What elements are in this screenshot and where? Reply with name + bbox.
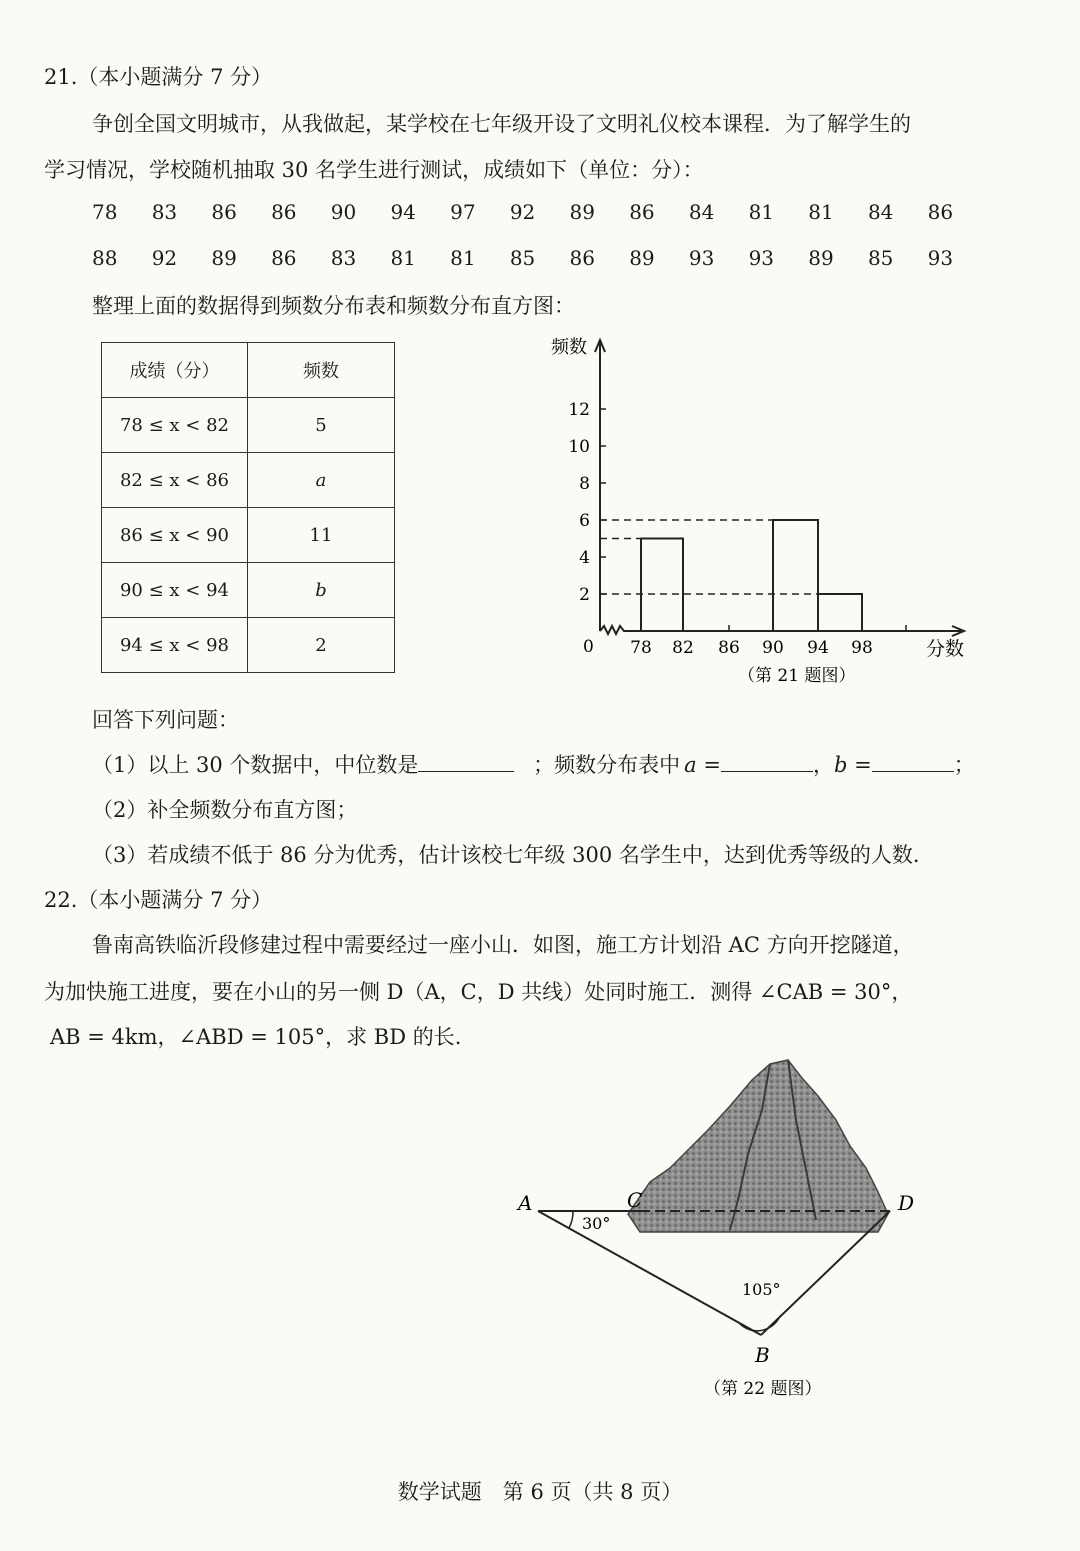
mountain [628, 1060, 888, 1232]
table-row [102, 563, 395, 618]
score-value: 86 [927, 200, 954, 224]
score-value: 81 [748, 200, 775, 224]
histogram-chart [540, 330, 980, 700]
score-value: 81 [390, 246, 416, 270]
y-axis-label: 频数 [551, 337, 587, 358]
q21-header: 21.（本小题满分 7 分） [44, 65, 273, 89]
score-value: 86 [271, 200, 297, 224]
score-value: 86 [271, 246, 297, 270]
score-value: 92 [509, 200, 536, 224]
score-value: 78 [92, 200, 118, 224]
q22-line3: AB = 4km，∠ABD = 105°，求 BD 的长. [50, 1025, 462, 1049]
x-tick-label: 98 [851, 638, 873, 658]
x-tick-label: 94 [807, 638, 829, 658]
part1-var-a: a [684, 753, 697, 777]
q21-intro-line2: 学习情况，学校随机抽取 30 名学生进行测试，成绩如下（单位：分）： [44, 158, 704, 182]
histogram-bar [818, 594, 862, 631]
angle-B-label: 105° [742, 1280, 781, 1299]
angle-arc-B [739, 1318, 779, 1331]
score-value: 85 [509, 246, 536, 270]
table-cell-count: a [248, 453, 395, 508]
label-A: A [518, 1191, 533, 1215]
label-B: B [755, 1343, 770, 1367]
y-tick-label: 10 [568, 437, 590, 457]
histogram-bar [773, 520, 818, 631]
q21-intro-line1: 争创全国文明城市，从我做起，某学校在七年级开设了文明礼仪校本课程．为了解学生的 [92, 112, 911, 136]
y-tick-label: 2 [579, 585, 590, 605]
q22-line1: 鲁南高铁临沂段修建过程中需要经过一座小山．如图，施工方计划沿 AC 方向开挖隧道， [92, 933, 914, 957]
table-cell-count: 11 [248, 508, 395, 563]
origin-label: 0 [583, 637, 594, 657]
q21-answer-intro: 回答下列问题： [92, 708, 239, 732]
y-tick-label: 8 [579, 474, 590, 494]
y-tick-label: 6 [579, 511, 590, 531]
q21-part3: （3）若成绩不低于 86 分为优秀，估计该校七年级 300 名学生中，达到优秀等级的人数． [92, 843, 934, 867]
histogram-tick-labels [568, 400, 906, 658]
table-cell-range: 78 ≤ x < 82 [102, 398, 248, 453]
score-value: 93 [688, 246, 715, 270]
x-tick-label: 86 [718, 638, 740, 658]
x-tick-label: 90 [762, 638, 784, 658]
score-value: 89 [211, 246, 237, 270]
table-cell-range: 86 ≤ x < 90 [102, 508, 248, 563]
score-value: 86 [569, 246, 595, 270]
score-value: 85 [867, 246, 894, 270]
page-footer: 数学试题 第 6 页（共 8 页） [397, 1480, 683, 1504]
x-axis-label: 分数 [926, 638, 965, 660]
score-value: 83 [151, 200, 178, 224]
part1-text-b: ；频数分布表中 [533, 753, 681, 777]
table-cell-count: 2 [248, 618, 395, 673]
table-row [102, 618, 395, 673]
x-tick-label: 82 [672, 638, 694, 658]
score-value: 94 [390, 200, 416, 224]
table-header-range: 成绩（分） [102, 343, 248, 398]
score-value: 86 [211, 200, 237, 224]
histogram-bar [641, 539, 683, 632]
a-blank[interactable] [721, 749, 813, 772]
fig22-caption: （第 22 题图） [704, 1379, 822, 1399]
score-value: 88 [92, 246, 118, 270]
table-cell-count: 5 [248, 398, 395, 453]
table-row [102, 508, 395, 563]
scores-row-1 [92, 200, 987, 224]
q21-part2: （2）补全频数分布直方图； [92, 798, 358, 822]
angle-A-label: 30° [582, 1214, 611, 1233]
score-value: 97 [450, 200, 476, 224]
score-value: 81 [450, 246, 476, 270]
score-value: 86 [629, 200, 655, 224]
table-row [102, 453, 395, 508]
histogram-bars [641, 520, 862, 631]
part1-text-a: （1）以上 30 个数据中，中位数是 [92, 753, 419, 777]
table-cell-range: 82 ≤ x < 86 [102, 453, 248, 508]
score-value: 89 [569, 200, 595, 224]
table-header-count: 频数 [248, 343, 395, 398]
table-cell-range: 90 ≤ x < 94 [102, 563, 248, 618]
score-value: 93 [748, 246, 775, 270]
score-value: 93 [927, 246, 954, 270]
score-value: 84 [867, 200, 894, 224]
table-header-row [102, 343, 395, 398]
table-cell-count: b [248, 563, 395, 618]
histogram-guides [600, 520, 818, 594]
y-tick-label: 4 [579, 548, 590, 568]
q21-part1: （1）以上 30 个数据中，中位数是 ；频数分布表中 a = ，b = ； [92, 749, 975, 780]
table-row [102, 398, 395, 453]
histogram-axes [595, 340, 964, 636]
part1-var-b: b [833, 753, 848, 777]
frequency-table [101, 342, 395, 673]
part1-eq-b: = [854, 753, 872, 777]
label-D: D [898, 1191, 915, 1215]
table-cell-range: 94 ≤ x < 98 [102, 618, 248, 673]
score-value: 84 [688, 200, 715, 224]
q22-figure [500, 1050, 940, 1410]
score-value: 90 [330, 200, 357, 224]
fig21-caption: （第 21 题图） [738, 666, 856, 686]
q22-header: 22.（本小题满分 7 分） [44, 888, 273, 912]
label-C: C [627, 1188, 643, 1212]
b-blank[interactable] [872, 749, 954, 772]
q21-organize-text: 整理上面的数据得到频数分布表和频数分布直方图： [92, 294, 575, 318]
score-value: 81 [808, 200, 834, 224]
y-tick-label: 12 [568, 400, 590, 420]
q22-line2: 为加快施工进度，要在小山的另一侧 D（A，C，D 共线）处同时施工．测得 ∠CAB = 30°， [44, 980, 913, 1004]
median-blank[interactable] [418, 749, 514, 772]
angle-arc-A [569, 1211, 573, 1228]
part1-eq-a: = [703, 753, 721, 777]
x-tick-label: 78 [630, 638, 652, 658]
score-value: 83 [330, 246, 357, 270]
scores-row-2 [92, 246, 987, 270]
score-value: 92 [151, 246, 178, 270]
score-value: 89 [808, 246, 834, 270]
part1-end: ； [953, 753, 975, 777]
score-value: 89 [629, 246, 655, 270]
